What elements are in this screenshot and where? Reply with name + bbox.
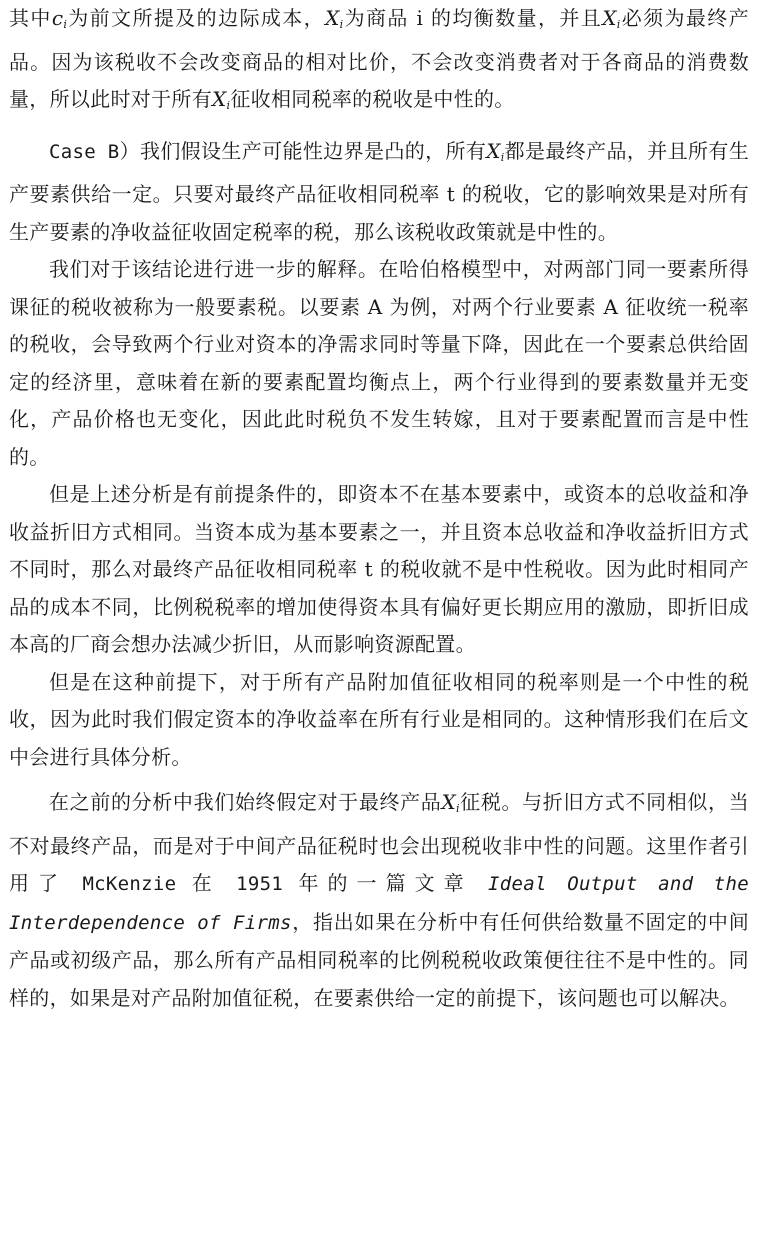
math-var-x: X bbox=[441, 790, 456, 814]
text-segment: ）我们假设生产可能性边界是凸的，所有 bbox=[119, 138, 487, 163]
math-subscript: i bbox=[456, 802, 460, 815]
text-segment: ，指出如果在分析中有任何供给数量不固定的中间产品或初级产品，那么所有产品相同税率的比例税税收政策便往往不是中性的。同样的，如果是对产品附加值征税，在要素供给一定的前提下，该问题也可以解决。 bbox=[9, 909, 749, 1010]
math-subscript: i bbox=[226, 99, 231, 112]
text-segment: 其中 bbox=[9, 6, 52, 30]
math-subscript: i bbox=[500, 150, 505, 164]
text-segment: 必须为最终产品。因为该税收不会改变商品的相对比价，不会改变消费者对于各商品的消费数量，所以此时对于所有 bbox=[9, 6, 750, 111]
text-segment: 为商品 i 的均衡数量，并且 bbox=[343, 6, 603, 30]
text-segment: 征收相同税率的税收是中性的。 bbox=[230, 87, 515, 111]
case-label: Case B bbox=[49, 140, 120, 163]
author-name: McKenzie bbox=[82, 873, 177, 895]
math-var-c: c bbox=[51, 6, 64, 30]
paragraph-case-b bbox=[9, 133, 749, 252]
article-title: Ideal Output and the Interdependence of Firms bbox=[9, 873, 749, 934]
paragraph-intermediate-goods bbox=[9, 784, 749, 1017]
math-subscript: i bbox=[339, 18, 344, 31]
math-var-x: X bbox=[212, 87, 227, 111]
paragraph-capital-depreciation: 但是上述分析是有前提条件的，即资本不在基本要素中，或资本的总收益和净收益折旧方式相同。当资本成为基本要素之一，并且资本总收益和净收益折旧方式不同时，那么对最终产品征收相同税率 t 的税收就不是中性税收。因为此时相同产品的成本不同，比例税税率的增加使得资本具有偏好更长期应用的激励，即折旧成本高的厂商会想办法减少折旧，从而影响资源配置。 bbox=[9, 482, 749, 656]
text-segment: 在 bbox=[176, 871, 237, 895]
text-segment: 年的一篇文章 bbox=[283, 871, 489, 895]
text-segment: 为前文所提及的边际成本， bbox=[67, 6, 326, 30]
text-segment: 都是最终产品，并且所有生产要素供给一定。只要对最终产品征收相同税率 t 的税收，它的影响效果是对所有生产要素的净收益征收固定税率的税，那么该税收政策就是中性的。 bbox=[9, 138, 750, 244]
math-var-x: X bbox=[325, 6, 340, 30]
paragraph-case-a-conclusion bbox=[9, 0, 749, 125]
math-var-x: X bbox=[602, 6, 617, 30]
math-subscript: i bbox=[616, 18, 621, 31]
text-segment: 征税。与折旧方式不同相似，当不对最终产品，而是对于中间产品征税时也会出现税收非中性的问题。这里作者引用了 bbox=[9, 790, 749, 895]
paragraph-value-added-tax: 但是在这种前提下，对于所有产品附加值征收相同的税率则是一个中性的税收，因为此时我们假定资本的净收益率在所有行业是相同的。这种情形我们在后文中会进行具体分析。 bbox=[9, 669, 749, 769]
text-segment: 在之前的分析中我们始终假定对于最终产品 bbox=[49, 790, 442, 814]
math-var-x: X bbox=[486, 138, 501, 163]
publication-year: 1951 bbox=[236, 873, 284, 895]
math-subscript: i bbox=[63, 18, 68, 31]
paragraph-harberger-explanation: 我们对于该结论进行进一步的解释。在哈伯格模型中，对两部门同一要素所得课征的税收被称为一般要素税。以要素 A 为例，对两个行业要素 A 征收统一税率的税收，会导致两个行业对资本的净需求同时等量下降，因此在一个要素总供给固定的经济里，意味着在新的要素配置均衡点上，两个行业得到的要素数量并无变化，产品价格也无变化，因此此时税负不发生转嫁，且对于要素配置而言是中性的。 bbox=[9, 257, 749, 469]
